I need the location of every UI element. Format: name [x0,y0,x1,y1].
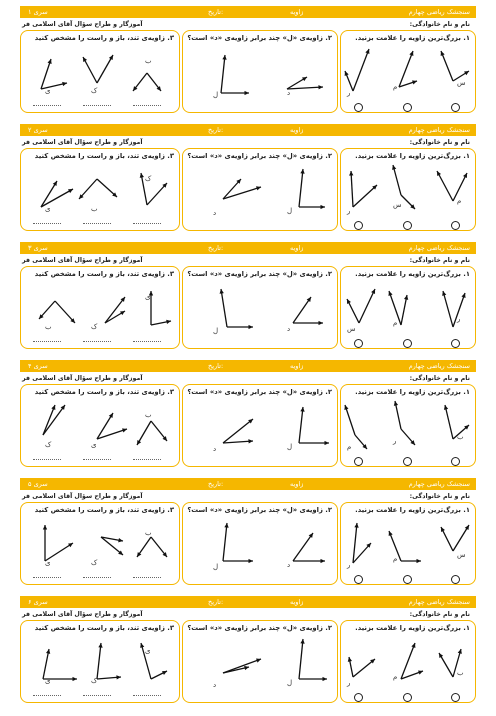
angle-ray [223,523,227,561]
answer-circle[interactable] [354,221,363,230]
arrowhead-icon [248,439,253,443]
question-2-angles [183,503,339,586]
angle-label: ک [91,677,98,685]
question-3-box [20,148,180,231]
angle-label: ک [91,87,98,95]
answer-circle[interactable] [451,339,460,348]
question-2-angles [183,621,339,704]
card-header [20,478,476,490]
angle-label: م [393,319,398,327]
arrowhead-icon [322,677,327,681]
arrowhead-icon [461,293,465,298]
header-topic: زاویه [290,362,304,370]
angle-ray [443,291,453,327]
question-3-angles [21,621,181,704]
angle-label: ب [45,323,52,331]
angle-ray [299,407,303,443]
answer-line[interactable] [133,695,161,696]
answer-circle[interactable] [403,221,412,230]
question-2-text: ۲. زاویه‌ی «ل» چند برابر زاویه‌ی «د» است؟ [187,388,332,396]
question-2-box [182,266,338,349]
question-1-box [340,266,476,349]
angle-label: م [393,555,398,563]
arrowhead-icon [256,186,261,190]
angle-ray [359,289,375,323]
arrowhead-icon [324,441,329,445]
quiz-card [20,360,476,468]
angle-label: ک [45,441,52,449]
question-1-text: ۱. بزرگ‌ترین زاویه را علامت بزنید. [355,34,470,42]
question-3-box [20,502,180,585]
answer-circle[interactable] [451,221,460,230]
angle-label: م [393,673,398,681]
question-2-box [182,620,338,703]
header-topic: زاویه [290,244,304,252]
question-3-angles [21,267,181,350]
angle-ray [221,55,225,93]
header-topic: زاویه [290,480,304,488]
angle-ray [97,55,113,83]
card-header [20,124,476,136]
question-3-box [20,266,180,349]
answer-line[interactable] [33,577,61,578]
angle-label: م [347,443,352,451]
arrowhead-icon [344,405,348,410]
answer-line[interactable] [33,223,61,224]
question-3-box [20,384,180,467]
angle-ray [105,297,125,323]
arrowhead-icon [248,559,253,563]
angle-label: ک [91,323,98,331]
angle-ray [353,49,369,91]
angle-ray [299,639,303,679]
quiz-card [20,478,476,586]
angle-ray [223,441,253,443]
header-title: سنجشک ریاضی چهارم [408,244,470,252]
question-1-text: ۱. بزرگ‌ترین زاویه را علامت بزنید. [355,624,470,632]
answer-line[interactable] [133,341,161,342]
header-series: سری ۱ [28,8,48,16]
angle-ray [393,165,401,195]
quiz-card [20,242,476,350]
angle-ray [353,523,357,563]
angle-label: ی [145,647,151,655]
question-2-angles [183,149,339,232]
angle-label: ب [145,57,152,65]
angle-label: ی [45,87,51,95]
answer-circle[interactable] [403,457,412,466]
angle-ray [399,51,413,87]
question-1-box [340,502,476,585]
arrowhead-icon [412,80,417,84]
angle-label: ی [45,677,51,685]
answer-line[interactable] [133,105,161,106]
arrowhead-icon [48,59,52,64]
question-1-text: ۱. بزرگ‌ترین زاویه را علامت بزنید. [355,152,470,160]
arrowhead-icon [318,321,323,325]
angle-label: د [287,325,291,333]
name-label: نام و نام خانوادگی: [409,493,470,500]
question-1-text: ۱. بزرگ‌ترین زاویه را علامت بزنید. [355,388,470,396]
angle-label: د [287,561,291,569]
arrowhead-icon [248,325,253,329]
arrowhead-icon [416,559,421,563]
author-label: آموزگار و طراح سؤال آقای اسلامی فر [22,257,143,264]
angle-label: ب [91,205,98,213]
header-series: سری ۴ [28,362,48,370]
header-topic: زاویه [290,598,304,606]
arrowhead-icon [404,295,408,300]
header-date-label: تاریخ: [208,8,224,16]
angle-label: ی [45,559,51,567]
arrowhead-icon [116,675,121,679]
header-date-label: تاریخ: [208,362,224,370]
question-2-text: ۲. زاویه‌ی «ل» چند برابر زاویه‌ی «د» است؟ [187,624,332,632]
arrowhead-icon [318,85,323,89]
answer-line[interactable] [133,459,161,460]
card-header [20,596,476,608]
answer-line[interactable] [83,695,111,696]
angle-ray [299,169,303,207]
name-label: نام و نام خانوادگی: [409,257,470,264]
question-1-text: ۱. بزرگ‌ترین زاویه را علامت بزنید. [355,270,470,278]
answer-circle[interactable] [451,693,460,702]
answer-line[interactable] [83,459,111,460]
question-1-angles [341,385,477,468]
question-3-box [20,620,180,703]
card-header [20,242,476,254]
angle-ray [43,649,49,679]
angle-label: س [457,79,466,87]
question-3-text: ۳. زاویه‌ی تند، باز و راست را مشخص کنید [34,624,174,632]
arrowhead-icon [349,171,353,176]
angle-label: ی [45,205,51,213]
question-2-text: ۲. زاویه‌ی «ل» چند برابر زاویه‌ی «د» است؟ [187,506,332,514]
header-date-label: تاریخ: [208,244,224,252]
answer-circle[interactable] [354,339,363,348]
answer-line[interactable] [33,459,61,460]
arrowhead-icon [320,559,325,563]
angle-label: ل [287,679,293,687]
angle-label: ب [457,433,464,441]
angle-label: ل [213,327,219,335]
author-label: آموزگار و طراح سؤال آقای اسلامی فر [22,493,143,500]
answer-circle[interactable] [403,339,412,348]
quiz-card [20,124,476,232]
angle-ray [223,659,261,673]
card-header [20,6,476,18]
answer-line[interactable] [83,223,111,224]
header-series: سری ۵ [28,480,48,488]
author-label: آموزگار و طراح سؤال آقای اسلامی فر [22,375,143,382]
angle-label: س [393,201,402,209]
answer-circle[interactable] [451,575,460,584]
angle-label: ی [145,293,151,301]
arrowhead-icon [43,525,47,530]
arrowhead-icon [122,428,127,432]
arrowhead-icon [320,205,325,209]
name-label: نام و نام خانوادگی: [409,375,470,382]
question-2-box [182,384,338,467]
header-title: سنجشک ریاضی چهارم [408,362,470,370]
arrowhead-icon [418,670,423,674]
angle-ray [445,405,453,439]
answer-circle[interactable] [354,575,363,584]
question-3-angles [21,149,181,232]
angle-ray [401,643,415,679]
question-3-angles [21,31,181,114]
answer-line[interactable] [83,341,111,342]
card-header [20,360,476,372]
arrowhead-icon [244,91,249,95]
arrowhead-icon [388,291,392,296]
question-2-angles [183,267,339,350]
question-2-text: ۲. زاویه‌ی «ل» چند برابر زاویه‌ی «د» است؟ [187,152,332,160]
arrowhead-icon [140,173,144,178]
answer-circle[interactable] [403,693,412,702]
angle-label: ر [347,561,351,569]
angle-label: ک [145,175,152,183]
answer-circle[interactable] [451,457,460,466]
angle-label: ر [347,207,351,215]
arrowhead-icon [46,649,50,654]
quiz-card [20,6,476,114]
angle-ray [437,171,453,201]
answer-line[interactable] [33,341,61,342]
question-1-box [340,30,476,113]
angle-ray [401,295,407,325]
answer-circle[interactable] [403,575,412,584]
header-title: سنجشک ریاضی چهارم [408,126,470,134]
answer-line[interactable] [83,105,111,106]
question-3-box [20,30,180,113]
angle-label: ر [347,679,351,687]
angle-ray [293,297,311,323]
header-series: سری ۶ [28,598,48,606]
header-date-label: تاریخ: [208,480,224,488]
angle-label: ر [457,315,461,323]
angle-label: ل [213,563,219,571]
answer-circle[interactable] [354,103,363,112]
angle-label: د [213,445,217,453]
angle-ray [353,185,377,207]
header-date-label: تاریخ: [208,598,224,606]
answer-line[interactable] [33,695,61,696]
answer-circle[interactable] [403,103,412,112]
question-2-text: ۲. زاویه‌ی «ل» چند برابر زاویه‌ی «د» است؟ [187,34,332,42]
question-2-angles [183,385,339,468]
question-1-box [340,620,476,703]
answer-circle[interactable] [354,693,363,702]
question-2-box [182,502,338,585]
angle-ray [441,51,453,81]
angle-label: م [457,197,462,205]
angle-label: ل [287,443,293,451]
question-3-text: ۳. زاویه‌ی تند، باز و راست را مشخص کنید [34,388,174,396]
header-date-label: تاریخ: [208,126,224,134]
answer-line[interactable] [83,577,111,578]
header-title: سنجشک ریاضی چهارم [408,480,470,488]
angle-label: س [347,325,356,333]
header-series: سری ۳ [28,244,48,252]
question-3-angles [21,503,181,586]
angle-label: ک [91,559,98,567]
question-2-box [182,148,338,231]
question-2-angles [183,31,339,114]
arrowhead-icon [118,538,123,542]
header-title: سنجشک ریاضی چهارم [408,598,470,606]
question-2-box [182,30,338,113]
angle-label: ی [91,441,97,449]
name-label: نام و نام خانوادگی: [409,611,470,618]
angle-label: س [457,551,466,559]
arrowhead-icon [72,677,77,681]
angle-ray [43,405,65,435]
angle-ray [287,87,323,89]
answer-circle[interactable] [354,457,363,466]
question-1-angles [341,503,477,586]
angle-ray [453,525,469,551]
question-1-box [340,148,476,231]
question-1-angles [341,31,477,114]
angle-label: ر [347,89,351,97]
answer-line[interactable] [33,105,61,106]
angle-label: د [287,89,291,97]
angle-label: د [213,681,217,689]
question-1-angles [341,149,477,232]
quiz-card [20,596,476,704]
answer-circle[interactable] [451,103,460,112]
header-topic: زاویه [290,126,304,134]
author-label: آموزگار و طراح سؤال آقای اسلامی فر [22,139,143,146]
question-3-angles [21,385,181,468]
name-label: نام و نام خانوادگی: [409,21,470,28]
angle-ray [97,643,101,679]
angle-label: م [393,83,398,91]
angle-ray [221,289,227,327]
answer-line[interactable] [133,577,161,578]
question-3-text: ۳. زاویه‌ی تند، باز و راست را مشخص کنید [34,506,174,514]
angle-label: ب [145,529,152,537]
arrowhead-icon [394,401,398,406]
angle-label: ل [213,91,219,99]
question-1-box [340,384,476,467]
angle-ray [345,405,355,435]
author-label: آموزگار و طراح سؤال آقای اسلامی فر [22,21,143,28]
angle-label: ب [145,411,152,419]
angle-label: ب [457,669,464,677]
question-1-text: ۱. بزرگ‌ترین زاویه را علامت بزنید. [355,506,470,514]
arrowhead-icon [348,657,352,662]
header-title: سنجشک ریاضی چهارم [408,8,470,16]
angle-ray [351,171,353,207]
header-series: سری ۲ [28,126,48,134]
question-3-text: ۳. زاویه‌ی تند، باز و راست را مشخص کنید [34,152,174,160]
arrowhead-icon [166,320,171,324]
angle-ray [41,59,51,89]
angle-label: ر [393,437,397,445]
header-topic: زاویه [290,8,304,16]
question-3-text: ۳. زاویه‌ی تند، باز و راست را مشخص کنید [34,270,174,278]
angle-label: د [213,209,217,217]
author-label: آموزگار و طراح سؤال آقای اسلامی فر [22,611,143,618]
answer-line[interactable] [133,223,161,224]
question-3-text: ۳. زاویه‌ی تند، باز و راست را مشخص کنید [34,34,174,42]
angle-label: ل [287,207,293,215]
question-2-text: ۲. زاویه‌ی «ل» چند برابر زاویه‌ی «د» است؟ [187,270,332,278]
angle-ray [293,533,313,561]
name-label: نام و نام خانوادگی: [409,139,470,146]
question-1-angles [341,267,477,350]
question-1-angles [341,621,477,704]
